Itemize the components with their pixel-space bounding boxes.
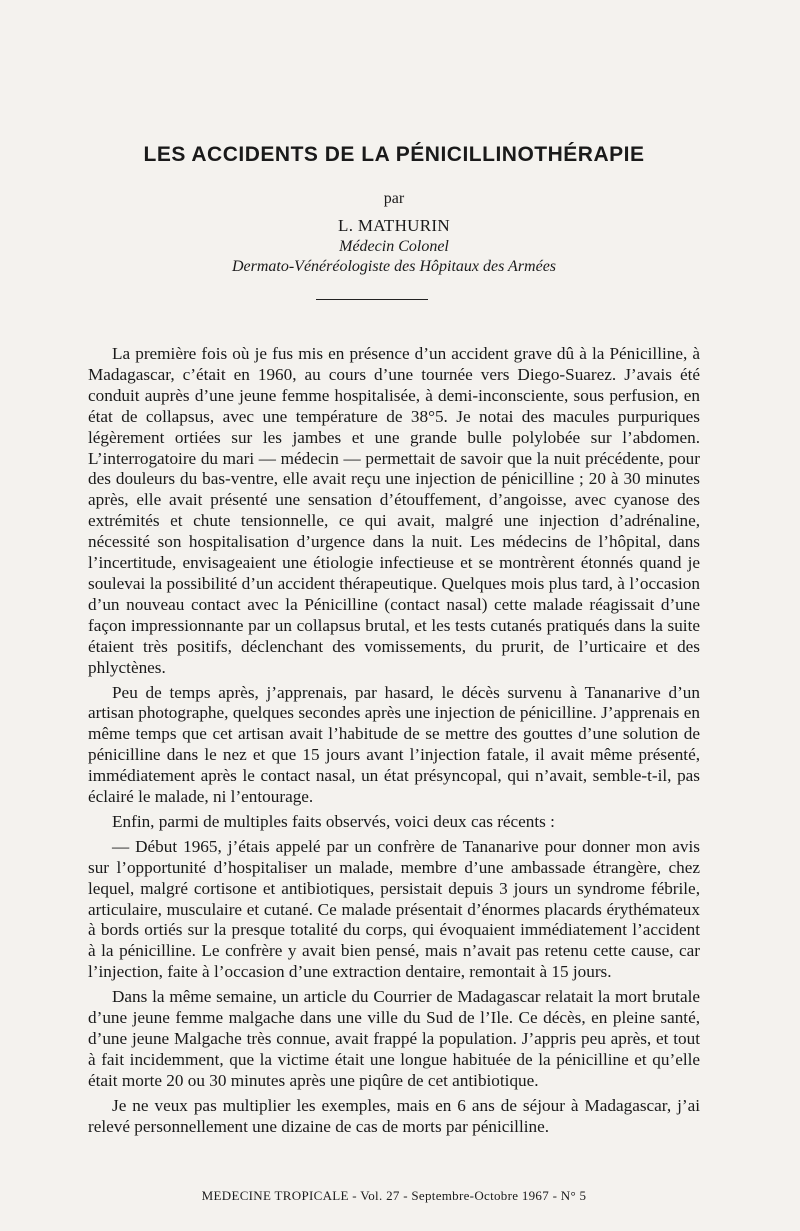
article-title: LES ACCIDENTS DE LA PÉNICILLINOTHÉRAPIE (143, 143, 645, 166)
article-body (88, 344, 700, 1142)
author-name: L. MATHURIN (338, 216, 450, 235)
title-divider (316, 299, 428, 300)
paragraph-3: Enfin, parmi de multiples faits observés, voici deux cas récents : (112, 811, 555, 831)
author-affiliation: Dermato-Vénéréologiste des Hôpitaux des Armées (231, 258, 557, 275)
paragraph-5: Dans la même semaine, un article du Courrier de Madagascar relatait la mort brutale d’une jeune femme malgache dans une ville du Sud de l’Ile. Ce décès, en pleine santé, d’une jeune Malgache très connue, avait frappé la population. J’appris peu après, et tout à fait incidemment, que la victime était une longue habituée de la pénicilline et qu’elle était morte 20 ou 30 minutes après une piqûre de cet antibiotique. (88, 987, 700, 1090)
byline-par: par (383, 190, 405, 207)
paragraph-2: Peu de temps après, j’apprenais, par hasard, le décès survenu à Tananarive d’un artisan photographe, quelques secondes après une injection de pénicilline. J’apprenais en même temps que cet artisan avait l’habitude de se mettre des gouttes d’une solution de pénicilline dans le nez et que 15 jours avant l’injection fatale, il avait même présenté, immédiatement après le contact nasal, un état présyncopal, qui n’avait, semble-t-il, pas éclairé le malade, ni l’entourage. (88, 682, 700, 807)
paragraph-6: Je ne veux pas multiplier les exemples, mais en 6 ans de séjour à Madagascar, j’ai relevé personnellement une dizaine de cas de morts par pénicilline. (88, 1095, 700, 1136)
journal-footer: MEDECINE TROPICALE - Vol. 27 - Septembre-Octobre 1967 - N° 5 (201, 1188, 587, 1203)
paragraph-4: — Début 1965, j’étais appelé par un confrère de Tananarive pour donner mon avis sur l’opportunité d’hospitaliser un malade, membre d’une ambassade étrangère, chez lequel, malgré cortisone et antibiotiques, persistait depuis 3 jours un syndrome fébrile, articulaire, musculaire et cutané. Ce malade présentait d’énormes placards érythémateux à bords ortiés sur la presque totalité du corps, qui évoquaient immédiatement l’accident à la pénicilline. Le confrère y avait bien pensé, mais n’avait pas retenu cette cause, car l’injection, faite à l’occasion d’une extraction dentaire, remontait à 15 jours. (88, 836, 700, 982)
author-rank: Médecin Colonel (339, 238, 449, 255)
paragraph-1: La première fois où je fus mis en présence d’un accident grave dû à la Pénicilline, à Madagascar, c’était en 1960, au cours d’une tournée vers Diego-Suarez. J’avais été conduit auprès d’une jeune femme hospitalisée, à demi-inconsciente, sous perfusion, en état de collapsus, avec une température de 38°5. Je notai des macules purpuriques légèrement ortiées sur les jambes et une grande bulle polylobée sur l’abdomen. L’interrogatoire du mari — médecin — permettait de savoir que la nuit précédente, pour des douleurs du bas-ventre, elle avait reçu une injection de pénicilline ; 20 à 30 minutes après, elle avait présenté une sensation d’étouffement, d’angoisse, avec cyanose des extrémités et chute tensionnelle, ce qui avait, malgré une injection d’adrénaline, nécessité son hospitalisation d’urgence dans la nuit. Les médecins de l’hôpital, dans l’incertitude, envisageaient une étiologie infectieuse et se montrèrent étonnés quand je soulevai la possibilité d’un accident thérapeutique. Quelques mois plus tard, à l’occasion d’un nouveau contact avec la Pénicilline (contact nasal) cette malade réagissait d’une façon impressionnante par un collapsus brutal, et les tests cutanés pratiqués dans la suite étaient très positifs, déclenchant des vomissements, du prurit, de l’urticaire et des phlyctènes. (88, 344, 700, 677)
